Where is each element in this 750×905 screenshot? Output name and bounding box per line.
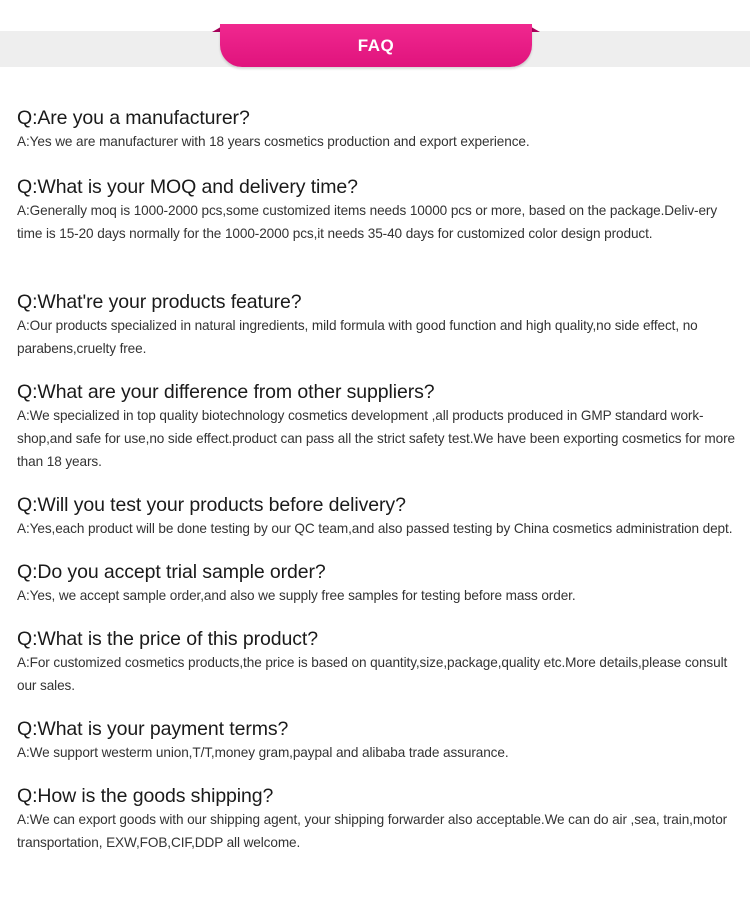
faq-answer: A:Yes,each product will be done testing by our QC team,and also passed testing by China cosmetics administration dept. <box>17 521 733 536</box>
faq-answer: A:For customized cosmetics products,the price is based on quantity,size,package,quality etc.More details,please consult our sales. <box>17 655 728 693</box>
faq-item <box>17 106 739 153</box>
faq-answer: A:We can export goods with our shipping agent, your shipping forwarder also acceptable.We can do air ,sea, train,motor transportation, EXW,FOB,CIF,DDP all welcome. <box>17 812 728 850</box>
faq-item <box>17 290 739 360</box>
faq-answer: A:Yes we are manufacturer with 18 years cosmetics production and export experience. <box>17 134 530 149</box>
faq-answer: A:Generally moq is 1000-2000 pcs,some customized items needs 10000 pcs or more, based on the package.Deliv-ery time is 15-20 days normally for the 1000-2000 pcs,it needs 35-40 days for customized color design product. <box>17 203 718 241</box>
faq-item <box>17 717 739 764</box>
faq-title: FAQ <box>220 24 532 67</box>
faq-item <box>17 175 739 245</box>
faq-question: Q:Will you test your products before delivery? <box>17 494 406 516</box>
faq-question: Q:What is your MOQ and delivery time? <box>17 176 358 198</box>
faq-question: Q:Are you a manufacturer? <box>17 107 250 129</box>
faq-list <box>17 106 739 854</box>
faq-answer: A:We support westerm union,T/T,money gram,paypal and alibaba trade assurance. <box>17 745 509 760</box>
faq-item <box>17 493 739 540</box>
faq-answer: A:Our products specialized in natural ingredients, mild formula with good function and high quality,no side effect, no parabens,cruelty free. <box>17 318 698 356</box>
faq-question: Q:Do you accept trial sample order? <box>17 561 326 583</box>
faq-item <box>17 560 739 607</box>
faq-question: Q:What is your payment terms? <box>17 718 289 740</box>
faq-banner <box>212 24 540 70</box>
faq-item <box>17 380 739 473</box>
faq-question: Q:How is the goods shipping? <box>17 785 274 807</box>
faq-item <box>17 627 739 697</box>
faq-answer: A:We specialized in top quality biotechnology cosmetics development ,all products produced in GMP standard work-shop,and safe for use,no side effect.product can pass all the strict safety test.We have been exporting cosmetics for more than 18 years. <box>17 408 735 469</box>
faq-answer: A:Yes, we accept sample order,and also we supply free samples for testing before mass order. <box>17 588 576 603</box>
faq-item <box>17 784 739 854</box>
faq-question: Q:What are your difference from other suppliers? <box>17 381 435 403</box>
faq-question: Q:What're your products feature? <box>17 291 302 313</box>
faq-question: Q:What is the price of this product? <box>17 628 318 650</box>
